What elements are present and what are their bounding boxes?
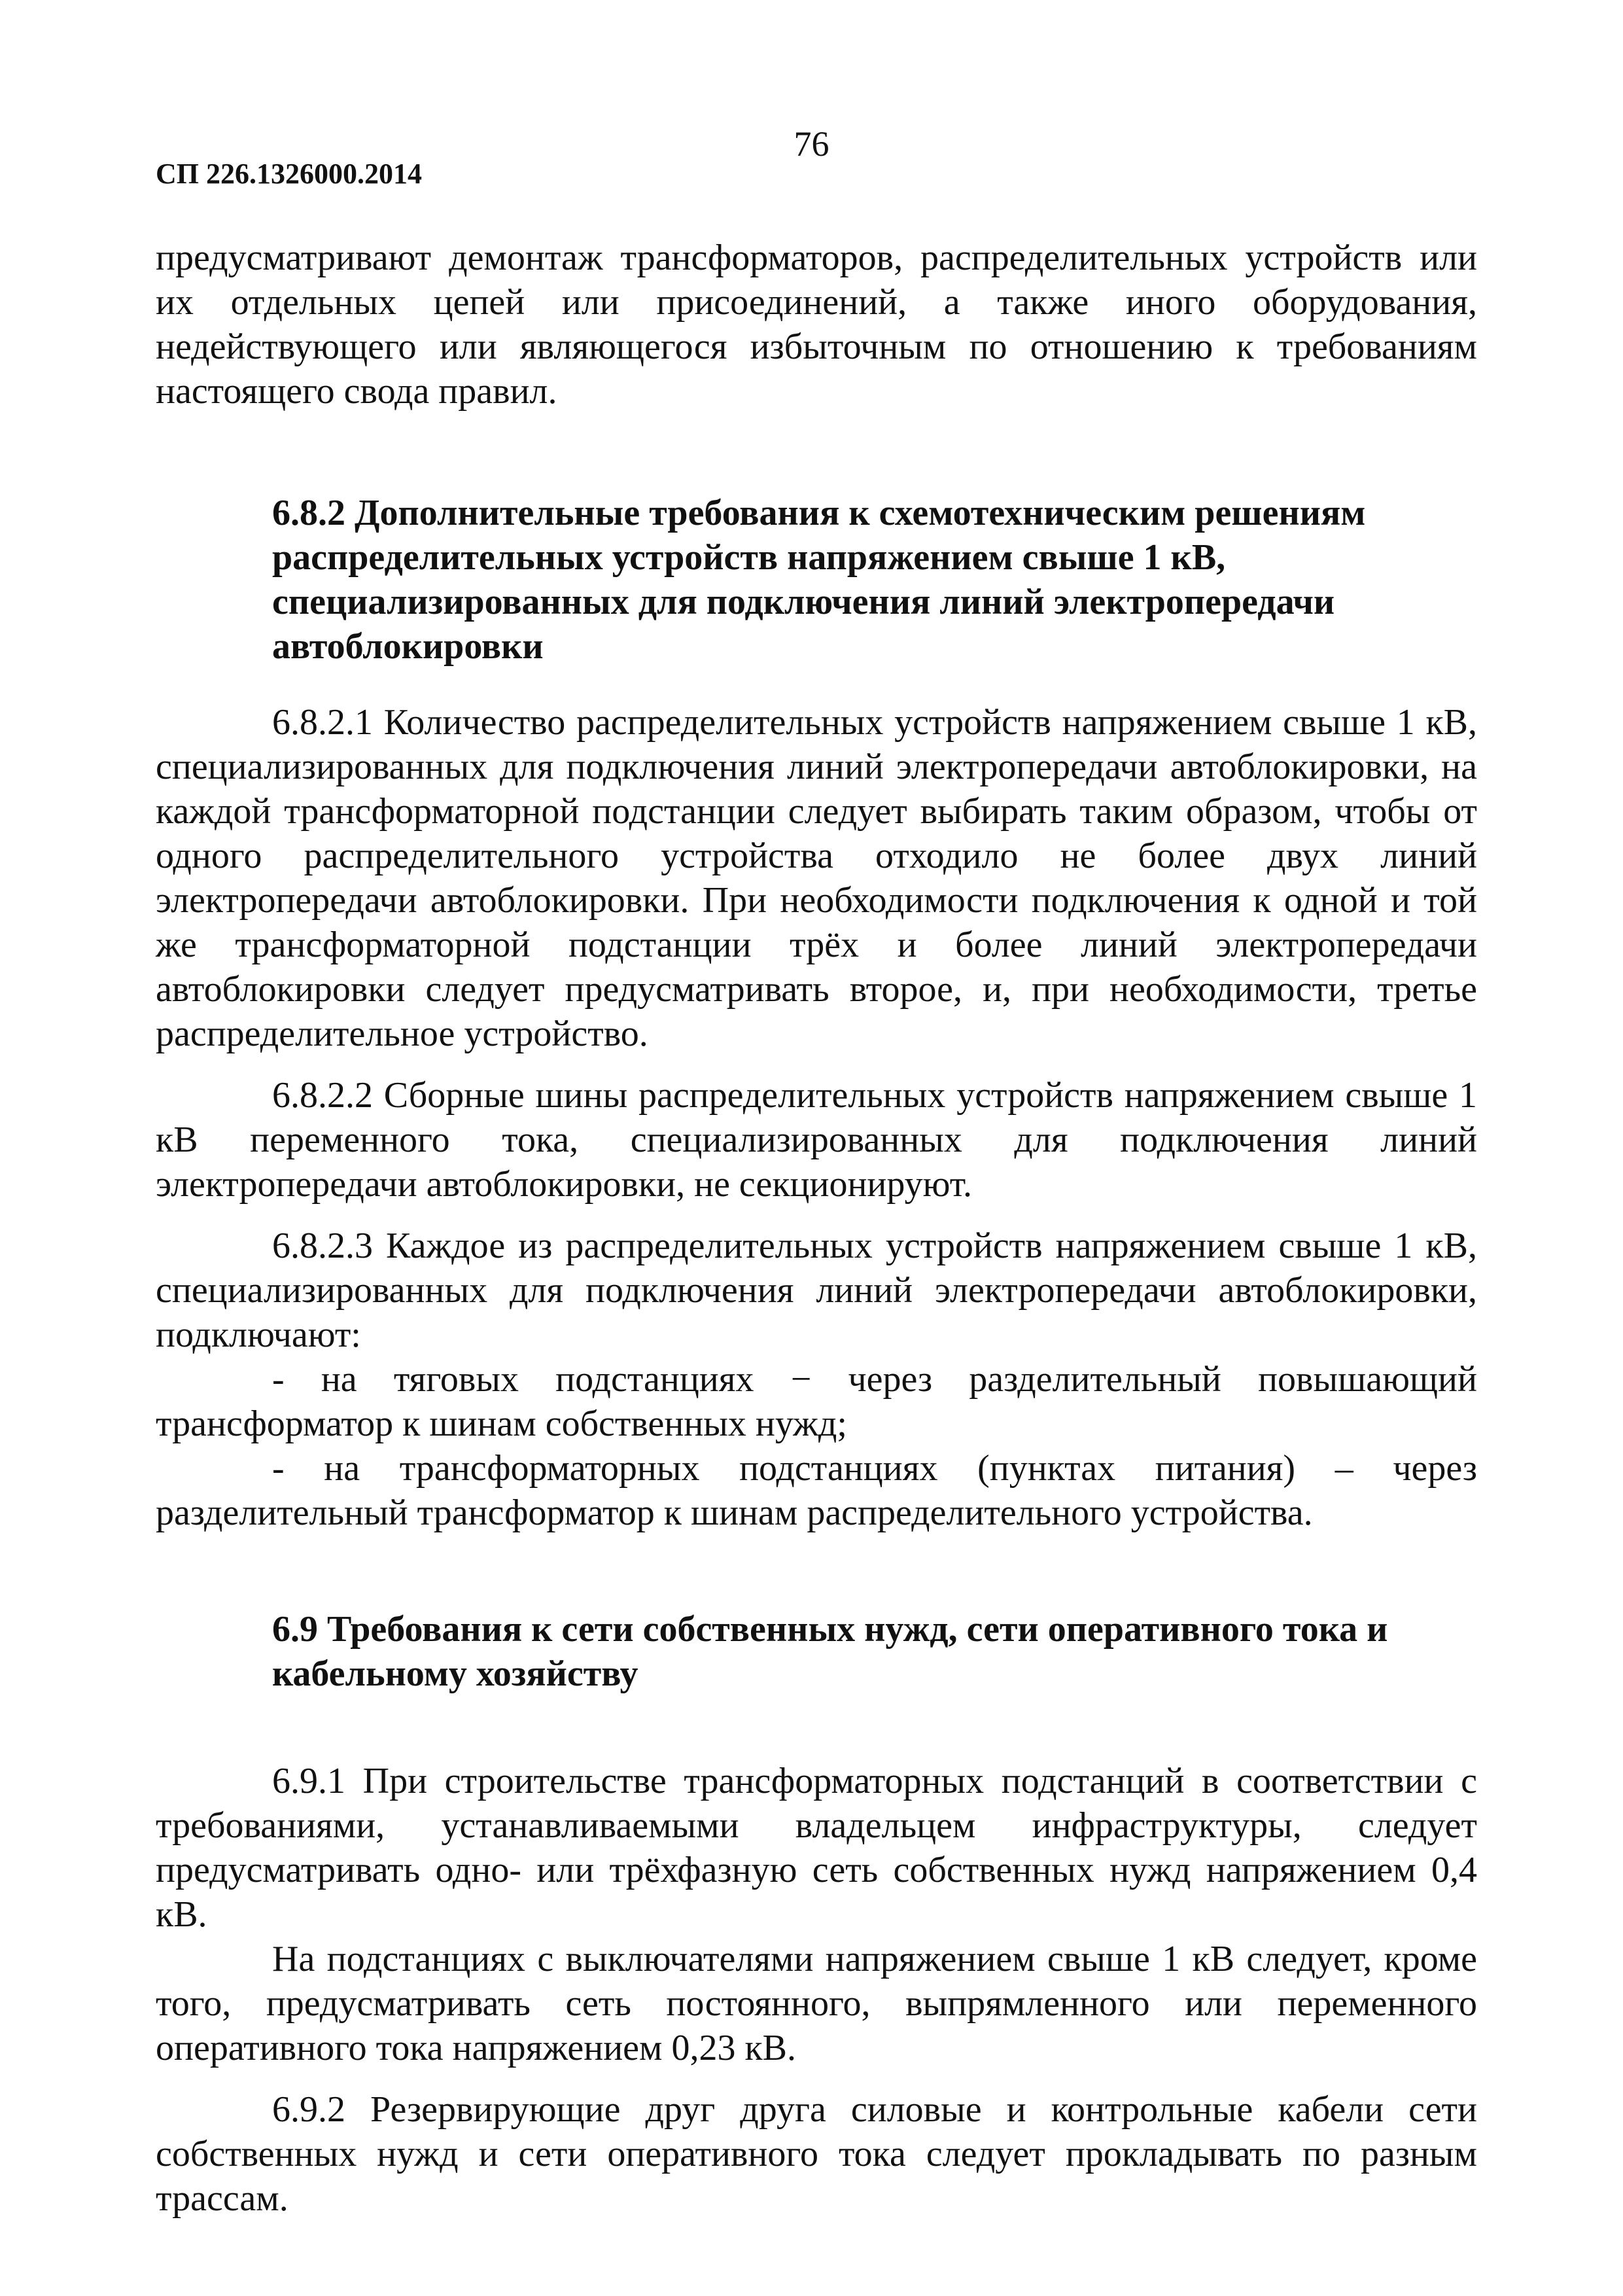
page-number: 76 [794,124,829,164]
page-content [156,236,1477,2221]
paragraph-6-9-2: 6.9.2 Резервирующие друг друга силовые и контрольные кабели сети собственных нужд и сети оперативного тока следует прокладывать по разным трассам. [156,2089,1477,2219]
section-heading-6-8-2: 6.8.2 Дополнительные требования к схемотехническим решениям распределительных устройств напряжением свыше 1 кВ, специализированных для подключения линий электропередачи автоблокировки [272,493,1366,667]
document-code: СП 226.1326000.2014 [156,158,422,190]
list-item-transformer-substations: - на трансформаторных подстанциях (пунктах питания) – через разделительный трансформатор к шинам распределительного устройства. [156,1448,1477,1533]
paragraph-6-9-1-continued: На подстанциях с выключателями напряжением свыше 1 кВ следует, кроме того, предусматривать сеть постоянного, выпрямленного или переменного оперативного тока напряжением 0,23 кВ. [156,1939,1477,2068]
paragraph-6-8-2-3: 6.8.2.3 Каждое из распределительных устройств напряжением свыше 1 кВ, специализированных для подключения линий электропередачи автоблокировки, подключают: [156,1226,1477,1355]
section-heading-6-9: 6.9 Требования к сети собственных нужд, сети оперативного тока и кабельному хозяйству [272,1609,1388,1694]
paragraph-6-8-2-2: 6.8.2.2 Сборные шины распределительных устройств напряжением свыше 1 кВ переменного тока, специализированных для подключения линий электропередачи автоблокировки, не секционируют. [156,1075,1477,1205]
intro-paragraph: предусматривают демонтаж трансформаторов, распределительных устройств или их отдельных цепей или присоединений, а также иного оборудования, недействующего или являющегося избыточным по отношению к требованиям настоящего свода правил. [156,238,1477,412]
paragraph-6-9-1: 6.9.1 При строительстве трансформаторных подстанций в соответствии с требованиями, устанавливаемыми владельцем инфраструктуры, следует предусматривать одно- или трёхфазную сеть собственных нужд напряжением 0,4 кВ. [156,1761,1477,1935]
paragraph-6-8-2-1: 6.8.2.1 Количество распределительных устройств напряжением свыше 1 кВ, специализированных для подключения линий электропередачи автоблокировки, на каждой трансформаторной подстанции следует выбирать таким образом, чтобы от одного распределительного устройства отходило не более двух линий электропередачи автоблокировки. При необходимости подключения к одной и той же трансформаторной подстанции трёх и более линий электропередачи автоблокировки следует предусматривать второе, и, при необходимости, третье распределительное устройство. [156,702,1477,1054]
list-item-traction-substations: - на тяговых подстанциях − через разделительный повышающий трансформатор к шинам собственных нужд; [156,1359,1477,1444]
